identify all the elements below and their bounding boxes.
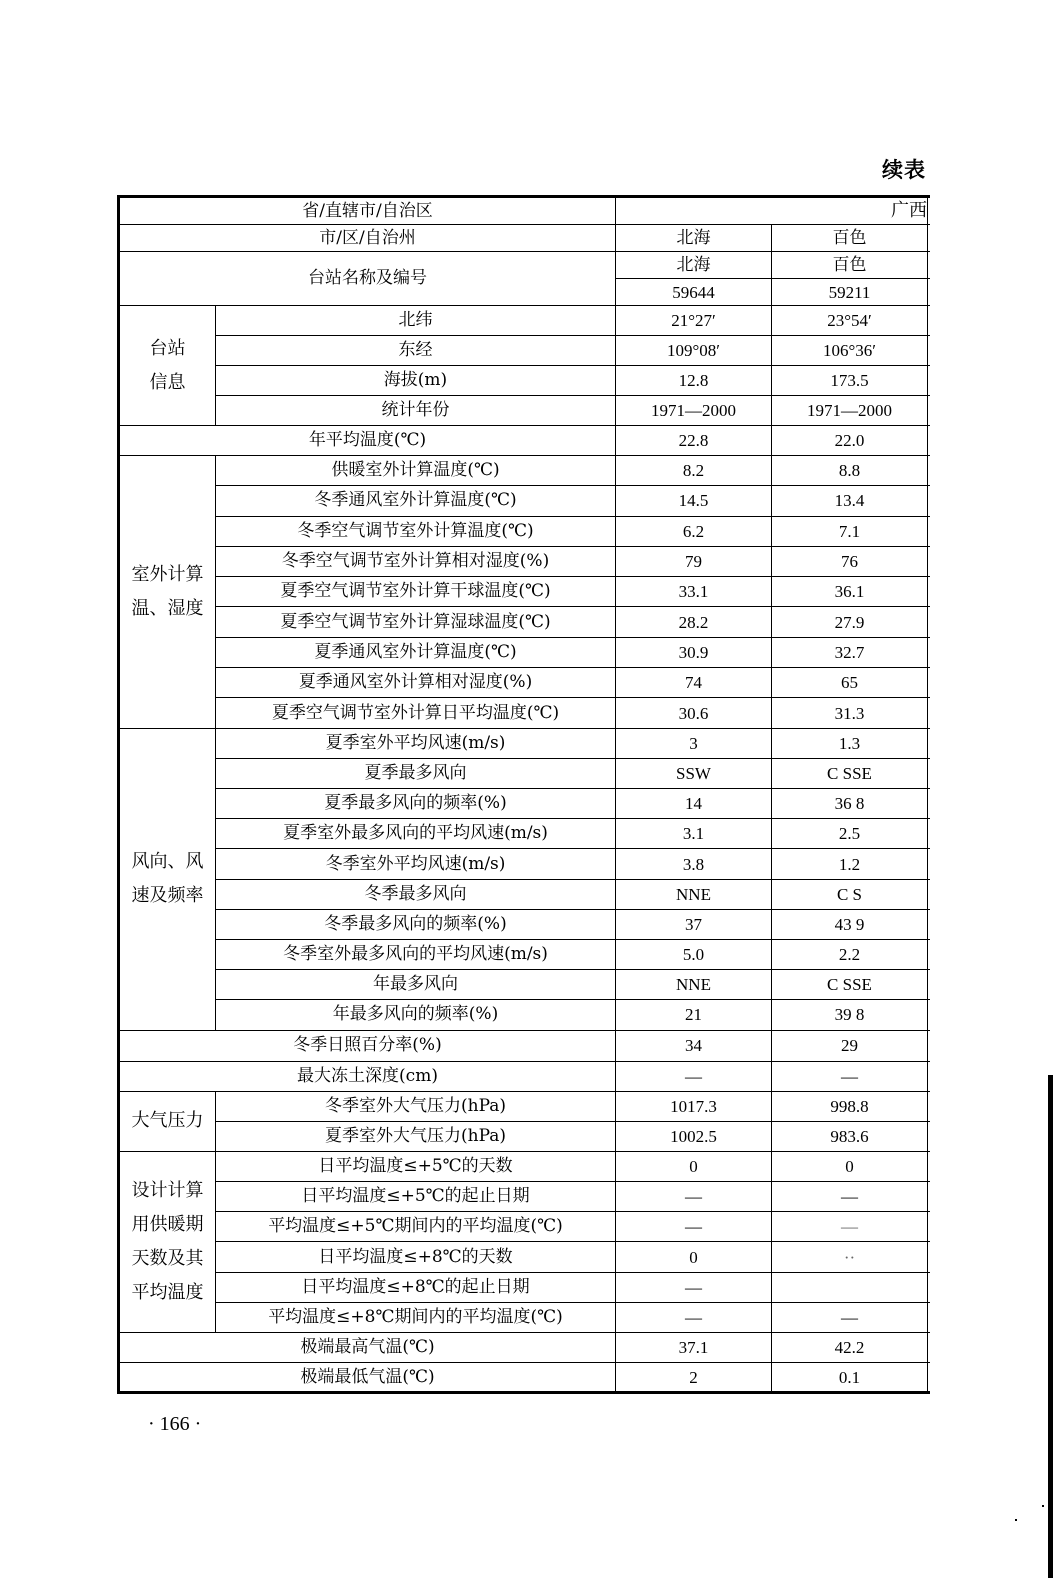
value-beihai: 5.0: [616, 939, 772, 969]
cell-overflow: [928, 225, 931, 252]
row-label: 夏季通风室外计算相对湿度(%): [216, 668, 616, 698]
scan-edge-artifact: [1048, 1075, 1053, 1578]
value-beihai: 0: [616, 1151, 772, 1181]
value-beihai: 14: [616, 789, 772, 819]
province-value-overflow: [928, 197, 931, 225]
value-beihai: —: [616, 1303, 772, 1333]
row-label: 夏季空气调节室外计算干球温度(℃): [216, 577, 616, 607]
value-beihai: 1002.5: [616, 1121, 772, 1151]
station-code-baise: 59211: [772, 279, 928, 306]
value-beihai: SSW: [616, 758, 772, 788]
value-beihai: 3.8: [616, 849, 772, 879]
value-baise: 36.1: [772, 577, 928, 607]
value-beihai: 0: [616, 1242, 772, 1272]
value-baise: 1.3: [772, 728, 928, 758]
row-label: 夏季最多风向: [216, 758, 616, 788]
value-baise: 31.3: [772, 698, 928, 728]
value-beihai: 74: [616, 668, 772, 698]
station-info-row: [119, 366, 931, 396]
station-code-beihai: 59644: [616, 279, 772, 306]
outdoor-calc-row: [119, 577, 931, 607]
cell-overflow: [928, 486, 931, 516]
value-beihai: 28.2: [616, 607, 772, 637]
value-baise: [772, 1272, 928, 1302]
row-label: 年最多风向: [216, 970, 616, 1000]
cell-overflow: [928, 516, 931, 546]
value-baise: —: [772, 1181, 928, 1211]
value-baise: 29: [772, 1030, 928, 1061]
cell-overflow: [928, 279, 931, 306]
wind-row: [119, 789, 931, 819]
value-beihai: NNE: [616, 970, 772, 1000]
cell-overflow: [928, 1303, 931, 1333]
cell-overflow: [928, 1061, 931, 1091]
value-beihai: 33.1: [616, 577, 772, 607]
wind-row: [119, 849, 931, 879]
heating-row: [119, 1272, 931, 1302]
value-baise: ··: [772, 1242, 928, 1272]
cell-overflow: [928, 668, 931, 698]
value-baise: C S: [772, 879, 928, 909]
row-label: 冬季日照百分率(%): [119, 1030, 616, 1061]
group-heating: 设计计算用供暖期天数及其平均温度: [119, 1151, 216, 1333]
cell-overflow: [928, 1091, 931, 1121]
value-baise: 22.0: [772, 426, 928, 456]
city-row: [119, 225, 931, 252]
cell-overflow: [928, 1030, 931, 1061]
cell-overflow: [928, 728, 931, 758]
outdoor-calc-row: [119, 486, 931, 516]
frost-depth-row: [119, 1061, 931, 1091]
row-label: 冬季通风室外计算温度(℃): [216, 486, 616, 516]
value-beihai: 3.1: [616, 819, 772, 849]
cell-overflow: [928, 970, 931, 1000]
value-baise: 8.8: [772, 456, 928, 486]
value-baise: 32.7: [772, 637, 928, 667]
value-beihai: —: [616, 1212, 772, 1242]
row-label: 夏季最多风向的频率(%): [216, 789, 616, 819]
row-label: 夏季通风室外计算温度(℃): [216, 637, 616, 667]
heating-row: [119, 1151, 931, 1181]
value-beihai: 22.8: [616, 426, 772, 456]
wind-row: [119, 939, 931, 969]
cell-overflow: [928, 1151, 931, 1181]
value-beihai: 6.2: [616, 516, 772, 546]
station-name-beihai: 北海: [616, 252, 772, 279]
outdoor-calc-row: [119, 607, 931, 637]
value-baise: C SSE: [772, 758, 928, 788]
value-baise: 7.1: [772, 516, 928, 546]
value-baise: —: [772, 1061, 928, 1091]
value-baise: 13.4: [772, 486, 928, 516]
row-label: 平均温度≤+8℃期间内的平均温度(℃): [216, 1303, 616, 1333]
cell-overflow: [928, 637, 931, 667]
wind-row: [119, 819, 931, 849]
cell-overflow: [928, 879, 931, 909]
extreme-min-row: [119, 1363, 931, 1393]
wind-row: [119, 1000, 931, 1030]
row-label: 极端最低气温(℃): [119, 1363, 616, 1393]
row-label: 东经: [216, 336, 616, 366]
heating-row: [119, 1181, 931, 1211]
province-row: [119, 197, 931, 225]
pressure-row: [119, 1121, 931, 1151]
value-baise: C SSE: [772, 970, 928, 1000]
outdoor-calc-row: [119, 516, 931, 546]
wind-row: [119, 970, 931, 1000]
province-label: 省/直辖市/自治区: [119, 197, 616, 225]
cell-overflow: [928, 1121, 931, 1151]
value-beihai: —: [616, 1061, 772, 1091]
value-beihai: 2: [616, 1363, 772, 1393]
cell-overflow: [928, 939, 931, 969]
value-baise: 36 8: [772, 789, 928, 819]
row-label: 平均温度≤+5℃期间内的平均温度(℃): [216, 1212, 616, 1242]
heating-row: [119, 1303, 931, 1333]
cell-overflow: [928, 1181, 931, 1211]
climate-data-table: [117, 195, 930, 1394]
value-beihai: —: [616, 1272, 772, 1302]
value-baise: —: [772, 1303, 928, 1333]
row-label: 冬季室外平均风速(m/s): [216, 849, 616, 879]
value-beihai: —: [616, 1181, 772, 1211]
value-baise: 42.2: [772, 1333, 928, 1363]
row-label: 日平均温度≤+8℃的起止日期: [216, 1272, 616, 1302]
value-baise: 173.5: [772, 366, 928, 396]
row-label: 夏季室外大气压力(hPa): [216, 1121, 616, 1151]
row-label: 日平均温度≤+5℃的起止日期: [216, 1181, 616, 1211]
cell-overflow: [928, 546, 931, 576]
value-beihai: 8.2: [616, 456, 772, 486]
annual-temp-row: [119, 426, 931, 456]
row-label: 夏季室外最多风向的平均风速(m/s): [216, 819, 616, 849]
group-pressure: 大气压力: [119, 1091, 216, 1151]
cell-overflow: [928, 1000, 931, 1030]
cell-overflow: [928, 1333, 931, 1363]
value-beihai: 30.6: [616, 698, 772, 728]
cell-overflow: [928, 426, 931, 456]
cell-overflow: [928, 456, 931, 486]
row-label: 冬季室外大气压力(hPa): [216, 1091, 616, 1121]
value-beihai: 1017.3: [616, 1091, 772, 1121]
row-label: 最大冻土深度(cm): [119, 1061, 616, 1091]
cell-overflow: [928, 306, 931, 336]
value-baise: 23°54′: [772, 306, 928, 336]
value-beihai: NNE: [616, 879, 772, 909]
value-baise: 76: [772, 546, 928, 576]
extreme-max-row: [119, 1333, 931, 1363]
outdoor-calc-row: [119, 546, 931, 576]
outdoor-calc-row: [119, 668, 931, 698]
value-beihai: 37: [616, 909, 772, 939]
cell-overflow: [928, 607, 931, 637]
value-baise: 0: [772, 1151, 928, 1181]
station-name-baise: 百色: [772, 252, 928, 279]
value-baise: 27.9: [772, 607, 928, 637]
cell-overflow: [928, 789, 931, 819]
scan-speck: [1015, 1519, 1017, 1521]
cell-overflow: [928, 336, 931, 366]
value-baise: 983.6: [772, 1121, 928, 1151]
station-name-row: [119, 252, 931, 279]
cell-overflow: [928, 1363, 931, 1393]
row-label: 海拔(m): [216, 366, 616, 396]
cell-overflow: [928, 577, 931, 607]
value-baise: 1.2: [772, 849, 928, 879]
cell-overflow: [928, 819, 931, 849]
heating-row: [119, 1212, 931, 1242]
row-label: 统计年份: [216, 396, 616, 426]
heating-row: [119, 1242, 931, 1272]
pressure-row: [119, 1091, 931, 1121]
cell-overflow: [928, 698, 931, 728]
row-label: 冬季最多风向: [216, 879, 616, 909]
row-label: 北纬: [216, 306, 616, 336]
row-label: 冬季最多风向的频率(%): [216, 909, 616, 939]
row-label: 冬季室外最多风向的平均风速(m/s): [216, 939, 616, 969]
row-label: 供暖室外计算温度(℃): [216, 456, 616, 486]
row-label: 年平均温度(℃): [119, 426, 616, 456]
cell-overflow: [928, 1242, 931, 1272]
row-label: 极端最高气温(℃): [119, 1333, 616, 1363]
city-beihai: 北海: [616, 225, 772, 252]
province-value: 广西: [616, 197, 928, 225]
value-beihai: 30.9: [616, 637, 772, 667]
page-number: · 166 ·: [148, 1413, 202, 1435]
station-info-row: [119, 306, 931, 336]
row-label: 年最多风向的频率(%): [216, 1000, 616, 1030]
cell-overflow: [928, 1212, 931, 1242]
city-label: 市/区/自治州: [119, 225, 616, 252]
wind-row: [119, 879, 931, 909]
row-label: 夏季空气调节室外计算湿球温度(℃): [216, 607, 616, 637]
continued-table-label: 续表: [882, 158, 926, 182]
sunshine-row: [119, 1030, 931, 1061]
value-baise: 1971—2000: [772, 396, 928, 426]
group-label: 台站信息: [149, 337, 186, 393]
value-baise: 0.1: [772, 1363, 928, 1393]
value-beihai: 21°27′: [616, 306, 772, 336]
value-baise: 65: [772, 668, 928, 698]
cell-overflow: [928, 396, 931, 426]
row-label: 夏季室外平均风速(m/s): [216, 728, 616, 758]
value-baise: 39 8: [772, 1000, 928, 1030]
cell-overflow: [928, 366, 931, 396]
value-beihai: 3: [616, 728, 772, 758]
row-label: 冬季空气调节室外计算相对湿度(%): [216, 546, 616, 576]
climate-table-container: [117, 195, 930, 1397]
value-beihai: 14.5: [616, 486, 772, 516]
outdoor-calc-row: [119, 637, 931, 667]
value-baise: 106°36′: [772, 336, 928, 366]
wind-row: [119, 909, 931, 939]
scan-speck: [1042, 1505, 1044, 1507]
value-beihai: 79: [616, 546, 772, 576]
cell-overflow: [928, 1272, 931, 1302]
value-baise: 998.8: [772, 1091, 928, 1121]
cell-overflow: [928, 252, 931, 279]
wind-row: [119, 758, 931, 788]
cell-overflow: [928, 758, 931, 788]
value-beihai: 21: [616, 1000, 772, 1030]
city-baise: 百色: [772, 225, 928, 252]
cell-overflow: [928, 909, 931, 939]
cell-overflow: [928, 849, 931, 879]
row-label: 冬季空气调节室外计算温度(℃): [216, 516, 616, 546]
group-wind: 风向、风速及频率: [119, 728, 216, 1030]
group-outdoor-calc: 室外计算温、湿度: [119, 456, 216, 729]
group-station-info: [119, 306, 216, 426]
value-beihai: 37.1: [616, 1333, 772, 1363]
row-label: 夏季空气调节室外计算日平均温度(℃): [216, 698, 616, 728]
value-baise: 2.2: [772, 939, 928, 969]
value-beihai: 34: [616, 1030, 772, 1061]
value-beihai: 109°08′: [616, 336, 772, 366]
outdoor-calc-row: [119, 698, 931, 728]
value-baise: 43 9: [772, 909, 928, 939]
value-beihai: 1971—2000: [616, 396, 772, 426]
row-label: 日平均温度≤+5℃的天数: [216, 1151, 616, 1181]
value-baise: —: [772, 1212, 928, 1242]
value-baise: 2.5: [772, 819, 928, 849]
station-label: 台站名称及编号: [119, 252, 616, 306]
value-beihai: 12.8: [616, 366, 772, 396]
outdoor-calc-row: [119, 456, 931, 486]
station-info-row: [119, 336, 931, 366]
station-info-row: [119, 396, 931, 426]
row-label: 日平均温度≤+8℃的天数: [216, 1242, 616, 1272]
wind-row: [119, 728, 931, 758]
